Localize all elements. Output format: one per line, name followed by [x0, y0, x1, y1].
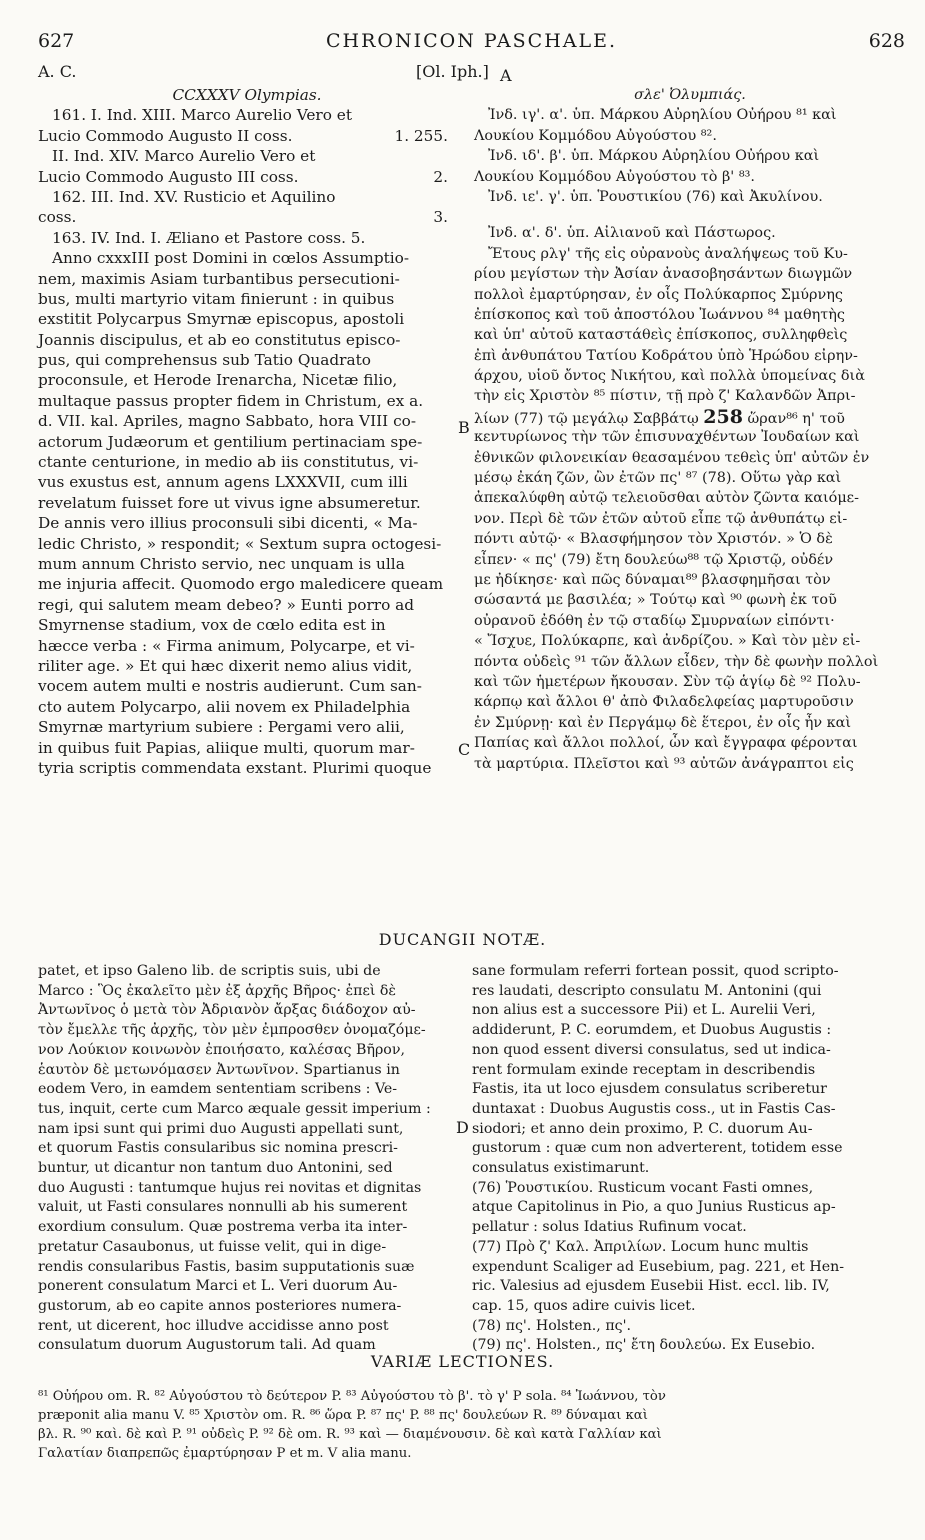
- text-line: [38, 615, 456, 635]
- anno-christi-label: A. C.: [38, 62, 77, 81]
- text-line: [38, 370, 456, 390]
- line-text: coss.: [38, 208, 77, 227]
- text-line: [474, 244, 906, 264]
- variae-lectiones: [38, 1387, 904, 1463]
- sub-header: [38, 62, 905, 84]
- text-line: [474, 488, 906, 508]
- note-line: buntur, ut dicantur non tantum duo Antonini, sed: [38, 1160, 393, 1177]
- text-line: [38, 493, 456, 513]
- latin-column: [38, 85, 456, 778]
- line-text: Ἔτους ρλγ' τῆς εἰς οὐρανοὺς ἀναλήψεως τοῦ Κυ-: [488, 245, 848, 262]
- line-text: ledic Christo, » respondit; « Sextum supra octogesi-: [38, 534, 442, 553]
- variant-line: ⁸¹ Οὐήρου om. R. ⁸² Αὐγούστου τὸ δεύτερον P. ⁸³ Αὐγούστου τὸ β'. τὸ γ' P sola. ⁸⁴ Ἰωάννου, τὸν: [38, 1389, 666, 1404]
- note-line: gustorum, ab eo capite annos posteriores numera-: [38, 1297, 402, 1314]
- margin-letter-b: B: [458, 418, 470, 437]
- text-line: [474, 754, 906, 774]
- text-line: [38, 534, 456, 554]
- text-line: [474, 346, 906, 366]
- text-line: [38, 738, 456, 758]
- year-number: 2.: [433, 167, 448, 186]
- note-line: duntaxat : Duobus Augustis coss., ut in Fastis Cas-: [472, 1100, 836, 1117]
- text-line: [474, 570, 906, 590]
- line-text: ἐπὶ ἀνθυπάτου Τατίου Κοδράτου ὑπὸ Ἡρώδου εἰρην-: [474, 347, 858, 364]
- line-text: καὶ ὑπ' αὐτοῦ καταστάθεὶς ἐπίσκοπος, συλληφθεὶς: [474, 327, 848, 344]
- line-text: Lucio Commodo Augusto III coss.: [38, 167, 299, 186]
- text-line: [474, 509, 906, 529]
- book-title: CHRONICON PASCHALE.: [325, 30, 618, 52]
- note-line: exordium consulum. Quæ postrema verba ita inter-: [38, 1219, 408, 1236]
- line-text: κεντυρίωνος τὴν τῶν ἐπισυναχθέντων Ἰουδαίων καὶ: [474, 429, 860, 446]
- line-text: in quibus fuit Papias, aliique multi, quorum mar-: [38, 738, 415, 757]
- line-text: me injuria affecit. Quomodo ergo maledicere queam: [38, 575, 444, 594]
- line-text: d. VII. kal. Apriles, magno Sabbato, hora VIII co-: [38, 412, 417, 431]
- line-text: « Ἴσχυε, Πολύκαρπε, καὶ ἀνδρίζου. » Καὶ τὸν μὲν εἰ-: [474, 633, 861, 650]
- text-line: [38, 595, 456, 615]
- text-line: [474, 713, 906, 733]
- text-line: [38, 309, 456, 329]
- notes-heading: DUCANGII NOTÆ.: [378, 930, 547, 949]
- line-text: κάρπῳ καὶ ἄλλοι θ' ἀπὸ Φιλαδελφείας μαρτυροῦσιν: [474, 694, 854, 711]
- text-line: [474, 631, 906, 651]
- text-line: [474, 692, 906, 712]
- note-line: patet, et ipso Galeno lib. de scriptis suis, ubi de: [38, 963, 381, 979]
- line-text: ctante centurione, in medio ab iis constitutus, vi-: [38, 453, 419, 472]
- text-line: [474, 325, 906, 345]
- line-text: Ἰνδ. α'. δ'. ὑπ. Αἰλιανοῦ καὶ Πάστωρος.: [488, 225, 776, 242]
- text-line: [38, 472, 456, 492]
- note-line: expendunt Scaliger ad Eusebium, pag. 221, et Hen-: [472, 1258, 845, 1275]
- note-line: addiderunt, P. C. eorumdem, et Duobus Augustis :: [472, 1022, 832, 1039]
- note-line: ponerent consulatum Marci et L. Veri duorum Au-: [38, 1278, 398, 1295]
- line-text: ρίου μεγίστων τὴν Ἀσίαν ἀνασοβησάντων διωγμῶν: [474, 266, 853, 283]
- line-text: vocem autem multi e nostris audierunt. Cum san-: [38, 677, 422, 696]
- text-line: [38, 574, 456, 594]
- line-text: Lucio Commodo Augusto II coss.: [38, 126, 293, 145]
- notes-left-column: [38, 962, 456, 1356]
- line-text: II. Ind. XIV. Marco Aurelio Vero et: [52, 147, 316, 166]
- note-line: τὸν ἔμελλε τῆς ἀρχῆς, τὸν μὲν ἐμπροσθεν ὀνομαζόμε-: [38, 1022, 426, 1039]
- text-line: [38, 758, 456, 778]
- variant-line: βλ. R. ⁹⁰ καὶ. δὲ καὶ P. ⁹¹ οὐδεὶς P. ⁹² δὲ om. R. ⁹³ καὶ — διαμένουσιν. δὲ καὶ κατὰ Γαλλίαν καὶ: [38, 1427, 662, 1442]
- line-text: Λουκίου Κομμόδου Αὐγούστου ⁸².: [474, 127, 717, 144]
- line-text: Λουκίου Κομμόδου Αὐγούστου τὸ β' ⁸³.: [474, 168, 755, 185]
- note-line: (76) Ῥουστικίου. Rusticum vocant Fasti omnes,: [472, 1179, 814, 1196]
- text-line: [474, 105, 906, 125]
- text-line: [474, 223, 906, 243]
- text-line: [474, 207, 906, 223]
- text-line: [38, 228, 456, 248]
- text-line: [38, 330, 456, 350]
- line-text: πολλοὶ ἐμαρτύρησαν, ἐν οἷς Πολύκαρπος Σμύρνης: [474, 286, 843, 303]
- line-text: mum annum Christo servio, nec unquam is ulla: [38, 554, 405, 573]
- text-line: [474, 85, 906, 105]
- note-line: valuit, ut Fasti consulares nonnulli ab his sumerent: [38, 1199, 408, 1216]
- line-text: revelatum fuisset fore ut vivus igne absumeretur.: [38, 493, 421, 512]
- text-line: [474, 611, 906, 631]
- line-text: καὶ τῶν ἡμετέρων ἤκουσαν. Σὺν τῷ ἁγίῳ δὲ ⁹² Πολυ-: [474, 673, 861, 690]
- text-line: [38, 391, 456, 411]
- variant-line: Γαλατίαν διαπρεπῶς ἐμαρτύρησαν P et m. V alia manu.: [38, 1446, 412, 1461]
- line-text: ἐπίσκοπος καὶ τοῦ ἀποστόλου Ἰωάννου ⁸⁴ μαθητὴς: [474, 306, 845, 323]
- line-text: μέσῳ ἐκάη ζῶν, ὢν ἐτῶν πς' ⁸⁷ (78). Οὕτω γὰρ καὶ: [474, 470, 842, 487]
- note-line: atque Capitolinus in Pio, a quo Junius Rusticus ap-: [472, 1199, 836, 1216]
- note-line: siodori; et anno dein proximo, P. C. duorum Au-: [472, 1120, 813, 1137]
- note-line: cap. 15, quos adire cuivis licet.: [472, 1297, 696, 1314]
- note-line: νον Λούκιον κοινωνὸν ἐποιήσατο, καλέσας Βῆρον,: [38, 1041, 405, 1058]
- line-text: πόντα οὐδεὶς ⁹¹ τῶν ἄλλων εἶδεν, τὴν δὲ φωνὴν πολλοὶ: [474, 653, 879, 670]
- line-text: cto autem Polycarpo, alii novem ex Philadelphia: [38, 697, 411, 716]
- note-line: et quorum Fastis consularibus sic nomina prescri-: [38, 1140, 398, 1157]
- line-text: πόντι αὐτῷ· « Βλασφήμησον τὸν Χριστόν. » Ὁ δὲ: [474, 531, 833, 548]
- line-text: άρχου, υἱοῦ ὄντος Νικήτου, καὶ πολλὰ ὑπομείνας διὰ: [474, 368, 865, 385]
- line-text: νον. Περὶ δὲ τῶν ἐτῶν αὐτοῦ εἶπε τῷ ἀνθυπάτῳ εἰ-: [474, 510, 848, 527]
- note-line: pellatur : solus Idatius Rufinum vocat.: [472, 1219, 747, 1236]
- line-text: ἀπεκαλύφθη αὐτῷ τελειοῦσθαι αὐτὸν ζῶντα καιόμε-: [474, 490, 859, 507]
- text-line: [38, 289, 456, 309]
- line-text: tyria scriptis commendata exstant. Plurimi quoque: [38, 758, 432, 777]
- text-line: [474, 305, 906, 325]
- line-text: ἐν Σμύρνῃ· καὶ ἐν Περγάμῳ δὲ ἕτεροι, ἐν οἷς ἦν καὶ: [474, 714, 852, 731]
- text-line: [38, 636, 456, 656]
- notes-right-column: [472, 962, 904, 1356]
- note-line: gustorum : quæ cum non adverterent, totidem esse: [472, 1140, 843, 1157]
- text-line: [474, 529, 906, 549]
- note-line: non quod essent diversi consulatus, sed ut indica-: [472, 1041, 831, 1058]
- line-text: CCXXXV Olympias.: [172, 86, 322, 104]
- text-line: [474, 126, 906, 146]
- margin-letter-a: A: [500, 66, 512, 85]
- text-line: [38, 697, 456, 717]
- note-line: ἑαυτὸν δὲ μετωνόμασεν Ἀντωνῖνον. Spartianus in: [38, 1061, 400, 1078]
- line-text: proconsule, et Herode Irenarcha, Nicetæ filio,: [38, 371, 398, 390]
- note-line: sane formulam referri fortean possit, quod scripto-: [472, 963, 839, 979]
- variant-line: præponit alia manu V. ⁸⁵ Χριστὸν om. R. ⁸⁶ ὥρα P. ⁸⁷ πς' P. ⁸⁸ πς' δουλεύων R. ⁸⁹ δύναμαι καὶ: [38, 1408, 648, 1423]
- line-text: σώσαντά με βασιλέα; » Τούτῳ καὶ ⁹⁰ φωνὴ ἐκ τοῦ: [474, 592, 837, 609]
- text-line: [474, 448, 906, 468]
- olympiad-ref: [Ol. Iph.]: [416, 62, 489, 81]
- text-line: [474, 285, 906, 305]
- page-number-right: 628: [868, 30, 905, 52]
- text-line: [474, 167, 906, 187]
- text-line: [38, 105, 456, 125]
- line-text: regi, qui salutem meam debeo? » Eunti porro ad: [38, 595, 415, 614]
- line-text: Ἰνδ. ιγ'. α'. ὑπ. Μάρκου Αὐρηλίου Οὐήρου ⁸¹ καὶ: [488, 107, 837, 124]
- text-line: [474, 366, 906, 386]
- text-line: [474, 550, 906, 570]
- line-text: pus, qui comprehensus sub Tatio Quadrato: [38, 351, 371, 370]
- text-line: [38, 717, 456, 737]
- text-line: [474, 733, 906, 753]
- line-text: 162. III. Ind. XV. Rusticio et Aquilino: [52, 187, 336, 206]
- line-text: Ἰνδ. ιε'. γ'. ὑπ. Ῥουστικίου (76) καὶ Ἀκυλίνου.: [488, 188, 823, 205]
- year-number: 1. 255.: [394, 126, 448, 145]
- page-number-left: 627: [38, 30, 75, 52]
- text-line: [38, 513, 456, 533]
- note-line: rendis consularibus Fastis, basim supputationis suæ: [38, 1258, 415, 1275]
- line-text: Smyrnæ martyrium subiere : Pergami vero alii,: [38, 718, 405, 737]
- greek-column: [474, 85, 906, 774]
- text-line: [474, 652, 906, 672]
- text-line: [38, 146, 456, 166]
- line-text: Joannis discipulus, et ab eo constitutus episco-: [38, 330, 401, 349]
- note-line: duo Augusti : tantumque hujus rei novitas et dignitas: [38, 1179, 422, 1196]
- line-text: riliter age. » Et qui hæc dixerit nemo alius vidit,: [38, 656, 413, 675]
- note-line: tus, inquit, certe cum Marco æquale gessit imperium :: [38, 1100, 431, 1117]
- line-text: 163. IV. Ind. I. Æliano et Pastore coss. 5.: [52, 228, 366, 247]
- margin-letter-c: C: [458, 740, 471, 759]
- text-line: [38, 350, 456, 370]
- note-line: consulatus existimarunt.: [472, 1160, 650, 1177]
- line-text: nem, maximis Asiam turbantibus persecutioni-: [38, 269, 400, 288]
- text-line: [38, 85, 456, 105]
- text-line: [38, 269, 456, 289]
- line-text: multaque passus propter fidem in Christum, ex a.: [38, 391, 424, 410]
- line-text: hæcce verba : « Firma animum, Polycarpe, et vi-: [38, 636, 415, 655]
- note-line: non alius est a successore Pii) et L. Aurelii Veri,: [472, 1002, 816, 1019]
- note-line: (79) πς'. Holsten., πς' ἔτη δουλεύω. Ex Eusebio.: [472, 1337, 816, 1354]
- line-text: Ἰνδ. ιδ'. β'. ὑπ. Μάρκου Αὐρηλίου Οὐήρου καὶ: [488, 148, 820, 165]
- note-line: rent, ut dicerent, hoc illudve accidisse anno post: [38, 1317, 389, 1334]
- text-line: [474, 468, 906, 488]
- note-line: consulatum duorum Augustorum tali. Ad quam: [38, 1337, 376, 1354]
- text-line: [38, 554, 456, 574]
- note-line: nam ipsi sunt qui primi duo Augusti appellati sunt,: [38, 1120, 404, 1137]
- note-line: res laudati, descripto consulatu M. Antonini (qui: [472, 982, 822, 999]
- note-line: rent formulam exinde receptam in describendis: [472, 1061, 816, 1078]
- line-text: Smyrnense stadium, vox de cœlo edita est in: [38, 616, 386, 635]
- text-line: [474, 386, 906, 406]
- text-line: [38, 676, 456, 696]
- text-line: [38, 656, 456, 676]
- margin-letter-d: D: [456, 1118, 469, 1137]
- note-line: Marco : Ὃς ἐκαλεῖτο μὲν ἐξ ἀρχῆς Βῆρος· ἐπεὶ δὲ: [38, 982, 397, 999]
- text-line: [38, 126, 456, 146]
- running-header: [38, 30, 905, 56]
- text-line: [474, 672, 906, 692]
- line-text: οὐρανοῦ ἐδόθη ἐν τῷ σταδίῳ Σμυρναίων εἰπόντι·: [474, 612, 835, 629]
- line-text: σλε' Ὀλυμπιάς.: [634, 87, 746, 103]
- variae-heading: VARIÆ LECTIONES.: [370, 1352, 555, 1371]
- note-line: (78) πς'. Holsten., πς'.: [472, 1317, 631, 1334]
- note-line: (77) Πρὸ ζ' Καλ. Ἀπριλίων. Locum hunc multis: [472, 1238, 809, 1255]
- text-line: [474, 264, 906, 284]
- note-line: pretatur Casaubonus, ut fuisse velit, qui in dige-: [38, 1238, 387, 1255]
- line-text: ἐθνικῶν φιλονεικίαν θεασαμένου τεθεὶς ὑπ' αὐτῶν ἐν: [474, 449, 870, 466]
- text-line: [474, 146, 906, 166]
- line-text: bus, multi martyrio vitam finierunt : in quibus: [38, 289, 395, 308]
- line-text: τὰ μαρτύρια. Πλεῖστοι καὶ ⁹³ αὐτῶν ἀνάγραπτοι εἰς: [474, 755, 854, 772]
- text-line: [474, 590, 906, 610]
- text-line: [474, 407, 906, 427]
- line-text: 161. I. Ind. XIII. Marco Aurelio Vero et: [52, 106, 352, 125]
- text-line: [38, 187, 456, 207]
- line-text: vus exustus est, annum agens LXXXVII, cum illi: [38, 473, 408, 492]
- line-text: τὴν εἰς Χριστὸν ⁸⁵ πίστιν, τῇ πρὸ ζ' Καλανδῶν Ἀπρι-: [474, 388, 856, 405]
- text-line: [38, 452, 456, 472]
- line-text: actorum Judæorum et gentilium pertinaciam spe-: [38, 432, 423, 451]
- note-line: eodem Vero, in eamdem sententiam scribens : Ve-: [38, 1081, 398, 1098]
- year-number: 3.: [433, 208, 448, 227]
- text-line: [38, 207, 456, 227]
- text-line: [38, 411, 456, 431]
- note-line: ric. Valesius ad ejusdem Eusebii Hist. eccl. lib. IV,: [472, 1278, 830, 1295]
- line-text: με ἠδίκησε· καὶ πῶς δύναμαι⁸⁹ βλασφημῆσαι τὸν: [474, 571, 831, 588]
- line-text: Παπίας καὶ ἄλλοι πολλοί, ὧν καὶ ἔγγραφα φέρονται: [474, 735, 858, 752]
- text-line: [38, 432, 456, 452]
- text-line: [474, 427, 906, 447]
- line-text: λίων (77) τῷ μεγάλῳ Σαββάτῳ 258 ὥραν⁸⁶ η' τοῦ: [474, 405, 845, 428]
- line-text: εἶπεν· « πς' (79) ἔτη δουλεύω⁸⁸ τῷ Χριστῷ, οὐδέν: [474, 551, 834, 568]
- note-line: Fastis, ita ut loco ejusdem consulatus scriberetur: [472, 1081, 827, 1098]
- text-line: [474, 187, 906, 207]
- note-line: Ἀντωνῖνος ὁ μετὰ τὸν Ἀδριανὸν ἄρξας διάδοχον αὐ-: [38, 1002, 416, 1019]
- line-text: exstitit Polycarpus Smyrnæ episcopus, apostoli: [38, 310, 405, 329]
- line-text: De annis vero illius proconsuli sibi dicenti, « Ma-: [38, 514, 418, 533]
- text-line: [38, 248, 456, 268]
- line-text: Anno cxxxIII post Domini in cœlos Assumptio-: [52, 249, 410, 268]
- text-line: [38, 167, 456, 187]
